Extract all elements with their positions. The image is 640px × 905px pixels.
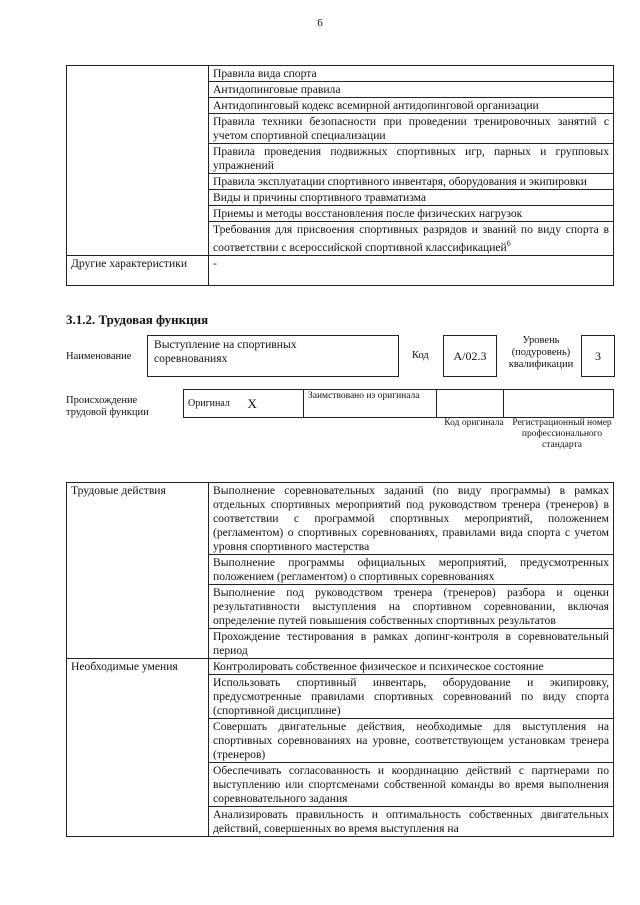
origin-label: Происхождение трудовой функции — [66, 395, 149, 418]
original-mark: X — [244, 390, 304, 418]
reg-number-label: Регистрационный номер профессионального стандарта — [512, 418, 612, 450]
empty-label-cell — [67, 66, 209, 256]
code-value: А/02.3 — [453, 349, 487, 363]
borrowed-label: Заимствовано из оригинала — [304, 390, 437, 418]
footnote-mark: 6 — [506, 239, 511, 248]
skills-label: Необходимые умения — [67, 659, 209, 837]
labor-action-item: Выполнение под руководством тренера (тренеров) разбора и оценки результативности выступления на спортивном соревновании, включая определение путей повышения собственных спортивных результатов — [209, 585, 614, 629]
code-value-box — [443, 335, 497, 377]
original-label: Оригинал — [184, 390, 244, 418]
code-original-cell — [437, 390, 504, 418]
origin-table — [183, 389, 614, 418]
function-details-table — [66, 482, 614, 837]
skill-item: Совершать двигательные действия, необходимые для выступления на спортивных соревнованиях на уровне, соответствующем установкам тренера (тренеров) — [209, 719, 614, 763]
knowledge-item: Правила проведения подвижных спортивных игр, парных и групповых упражнений — [209, 144, 614, 174]
skill-item: Анализировать правильность и оптимальность собственных двигательных действий, совершенных во время выступления на — [209, 807, 614, 837]
labor-action-item: Выполнение программы официальных мероприятий, предусмотренных положением (регламентом) о спортивных соревнованиях — [209, 555, 614, 585]
knowledge-item: Виды и причины спортивного травматизма — [209, 190, 614, 206]
knowledge-item: Приемы и методы восстановления после физических нагрузок — [209, 206, 614, 222]
other-characteristics-label: Другие характеристики — [67, 255, 209, 285]
skill-item: Обеспечивать согласованность и координацию действий с партнерами по выступлению или спортсменами собственной команды во время выполнения соревновательного задания — [209, 763, 614, 807]
labor-action-item: Выполнение соревновательных заданий (по виду программы) в рамках отдельных спортивных мероприятий под руководством тренера (тренеров) в соответствии с программой спортивных мероприятий, положением (регламентом) о спортивных соревнованиях, правилами вида спорта с учетом уровня спортивного мастерства — [209, 483, 614, 555]
knowledge-item: Антидопинговый кодекс всемирной антидопинговой организации — [209, 98, 614, 114]
skill-item: Контролировать собственное физическое и психическое состояние — [209, 659, 614, 675]
page-number: 6 — [317, 17, 323, 29]
knowledge-item: Антидопинговые правила — [209, 82, 614, 98]
reg-number-cell — [504, 390, 614, 418]
knowledge-item: Правила эксплуатации спортивного инвентаря, оборудования и экипировки — [209, 174, 614, 190]
knowledge-item: Правила техники безопасности при проведении тренировочных занятий с учетом спортивной специализации — [209, 114, 614, 144]
knowledge-item: Правила вида спорта — [209, 66, 614, 82]
section-heading: 3.1.2. Трудовая функция — [66, 312, 209, 327]
labor-actions-label: Трудовые действия — [67, 483, 209, 659]
code-label: Код — [412, 350, 429, 361]
level-label: Уровень (подуровень) квалификации — [508, 335, 574, 370]
name-value-box — [147, 335, 399, 377]
code-original-label: Код оригинала — [444, 418, 504, 428]
knowledge-item-text: Требования для присвоения спортивных разрядов и званий по виду спорта в соответствии с всероссийской спортивной классификацией — [213, 223, 609, 254]
name-value: Выступление на спортивных соревнованиях — [154, 338, 297, 365]
level-value: 3 — [595, 349, 601, 363]
skill-item: Использовать спортивный инвентарь, оборудование и экипировку, предусмотренные правилами спортивных соревнований по виду спорта (спортивной дисциплине) — [209, 675, 614, 719]
knowledge-item — [209, 222, 614, 256]
knowledge-table — [66, 65, 614, 286]
level-value-box — [581, 335, 615, 377]
name-label: Наименование — [66, 351, 132, 362]
labor-action-item: Прохождение тестирования в рамках допинг-контроля в соревновательный период — [209, 629, 614, 659]
other-characteristics-value: - — [209, 255, 614, 285]
